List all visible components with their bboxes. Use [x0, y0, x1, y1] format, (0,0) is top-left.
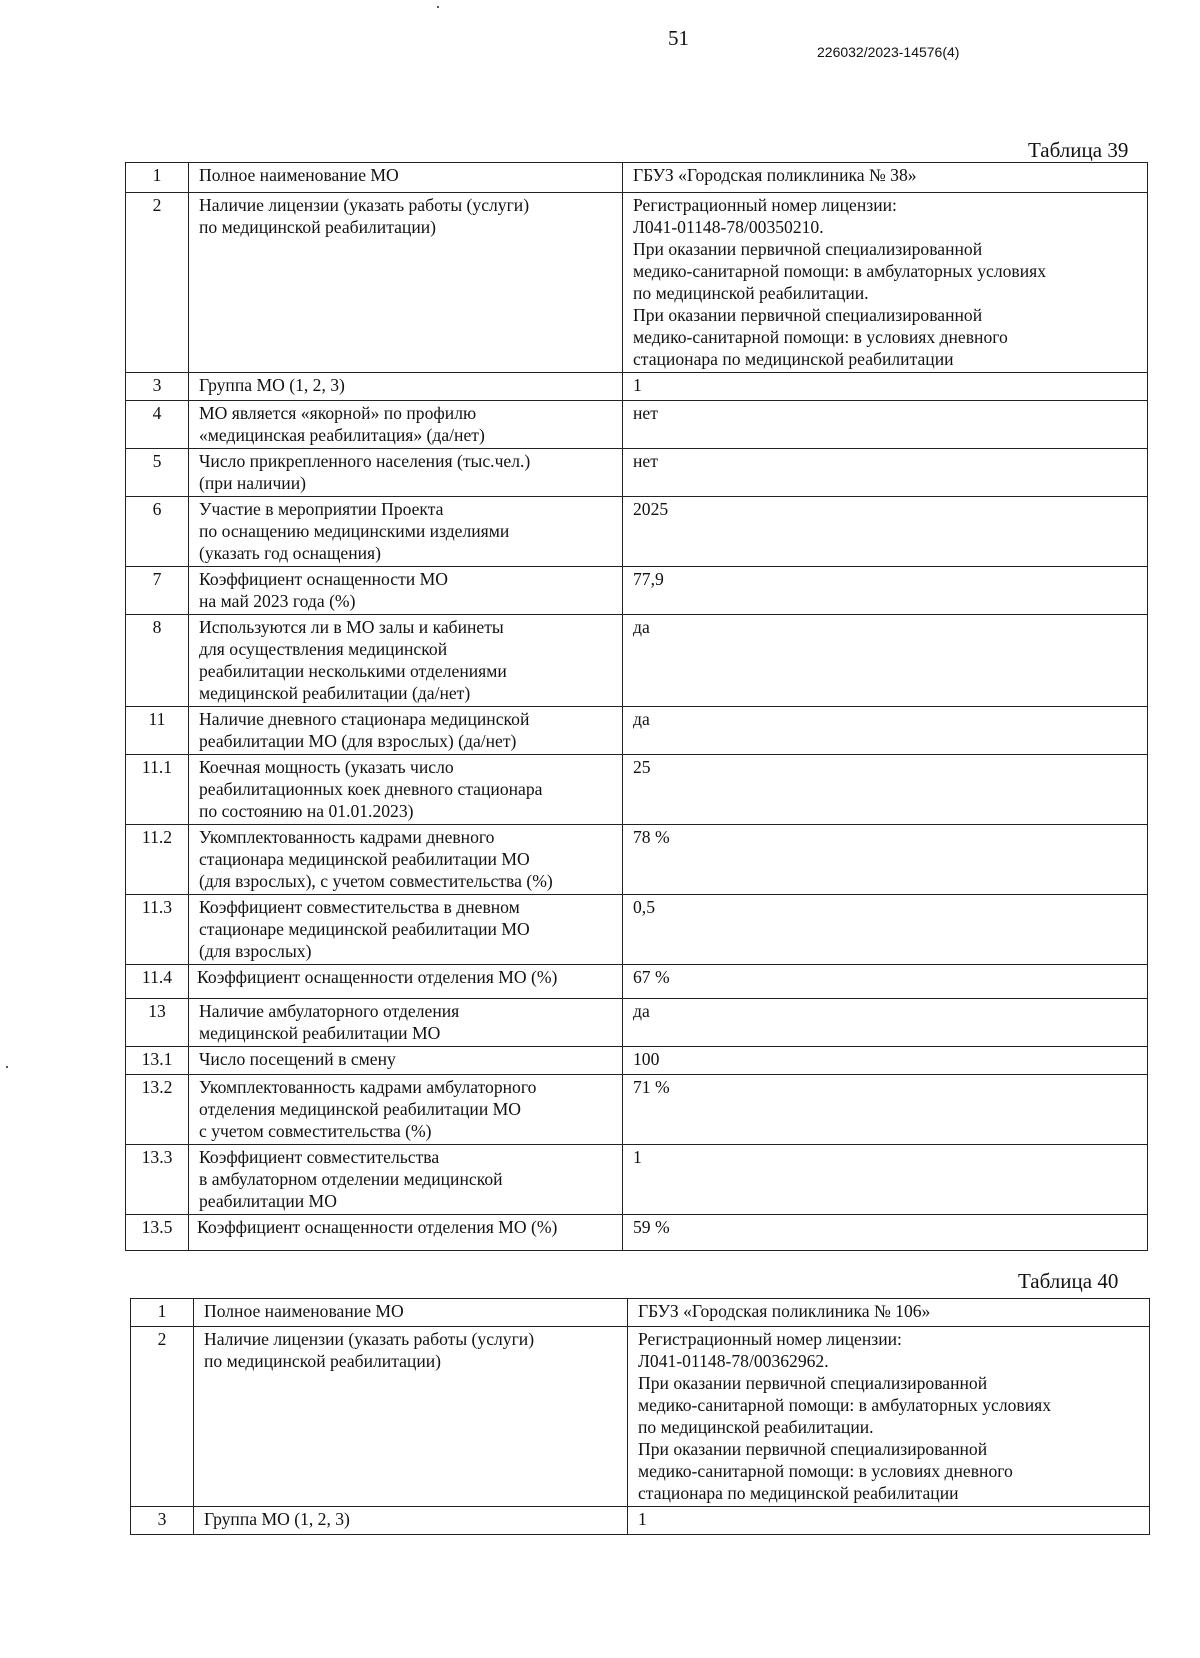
row-parameter: Коэффициент совместительства в амбулаторном отделении медицинской реабилитации МО [189, 1145, 623, 1215]
row-parameter: Полное наименование МО [189, 163, 623, 193]
row-parameter: Наличие лицензии (указать работы (услуги) по медицинской реабилитации) [189, 193, 623, 373]
row-parameter: Укомплектованность кадрами амбулаторного отделения медицинской реабилитации МО с учетом совместительства (%) [189, 1075, 623, 1145]
row-number: 11.3 [126, 895, 189, 965]
row-parameter: Используются ли в МО залы и кабинеты для осуществления медицинской реабилитации несколькими отделениями медицинской реабилитации (да/нет) [189, 615, 623, 707]
table-row [126, 965, 1148, 999]
row-number: 11.2 [126, 825, 189, 895]
table-row [126, 1145, 1148, 1215]
row-value: Регистрационный номер лицензии: Л041-01148-78/00362962. При оказании первичной специализированной медико-санитарной помощи: в амбулаторных условиях по медицинской реабилитации. При оказании первичной специализированной медико-санитарной помощи: в условиях дневного стационара по медицинской реабилитации [628, 1327, 1150, 1507]
row-number: 1 [131, 1299, 194, 1327]
table-row [126, 163, 1148, 193]
row-number: 11.1 [126, 755, 189, 825]
table-39-caption: Таблица 39 [1028, 138, 1129, 162]
table-row [126, 755, 1148, 825]
row-value: ГБУЗ «Городская поликлиника № 106» [628, 1299, 1150, 1327]
row-parameter: Группа МО (1, 2, 3) [194, 1507, 628, 1535]
row-parameter: Участие в мероприятии Проекта по оснащению медицинскими изделиями (указать год оснащения) [189, 497, 623, 567]
row-value: Регистрационный номер лицензии: Л041-01148-78/00350210. При оказании первичной специализированной медико-санитарной помощи: в амбулаторных условиях по медицинской реабилитации. При оказании первичной специализированной медико-санитарной помощи: в условиях дневного стационара по медицинской реабилитации [623, 193, 1148, 373]
row-parameter: Полное наименование МО [194, 1299, 628, 1327]
row-parameter: МО является «якорной» по профилю «медицинская реабилитация» (да/нет) [189, 401, 623, 449]
row-value: ГБУЗ «Городская поликлиника № 38» [623, 163, 1148, 193]
row-value: да [623, 615, 1148, 707]
row-number: 5 [126, 449, 189, 497]
table-row [126, 193, 1148, 373]
table-row [131, 1299, 1150, 1327]
table-row [126, 449, 1148, 497]
table-row [126, 707, 1148, 755]
table-row [126, 401, 1148, 449]
table-row [126, 1075, 1148, 1145]
table-39 [125, 162, 1148, 1251]
table-row [131, 1507, 1150, 1535]
row-number: 8 [126, 615, 189, 707]
row-value: 1 [623, 373, 1148, 401]
table-row [126, 895, 1148, 965]
row-number: 4 [126, 401, 189, 449]
row-number: 11.4 [126, 965, 189, 999]
table-row [126, 1047, 1148, 1075]
row-value: 59 % [623, 1215, 1148, 1251]
row-number: 2 [126, 193, 189, 373]
row-number: 11 [126, 707, 189, 755]
row-value: да [623, 707, 1148, 755]
row-number: 13.2 [126, 1075, 189, 1145]
row-number: 2 [131, 1327, 194, 1507]
row-number: 1 [126, 163, 189, 193]
row-number: 13.1 [126, 1047, 189, 1075]
row-number: 6 [126, 497, 189, 567]
row-number: 13.3 [126, 1145, 189, 1215]
scan-speck [6, 1066, 8, 1068]
row-value: 0,5 [623, 895, 1148, 965]
table-row [126, 825, 1148, 895]
scan-speck [437, 6, 439, 8]
row-number: 13.5 [126, 1215, 189, 1251]
row-value: 1 [623, 1145, 1148, 1215]
table-row [126, 497, 1148, 567]
row-parameter: Наличие лицензии (указать работы (услуги) по медицинской реабилитации) [194, 1327, 628, 1507]
row-number: 13 [126, 999, 189, 1047]
table-row [126, 615, 1148, 707]
row-value: 25 [623, 755, 1148, 825]
table-row [126, 1215, 1148, 1251]
row-value: нет [623, 401, 1148, 449]
row-parameter: Коэффициент оснащенности отделения МО (%) [189, 965, 623, 999]
table-row [131, 1327, 1150, 1507]
table-row [126, 567, 1148, 615]
row-parameter: Коэффициент оснащенности отделения МО (%) [189, 1215, 623, 1251]
page-number: 51 [668, 26, 689, 50]
row-parameter: Коэффициент оснащенности МО на май 2023 года (%) [189, 567, 623, 615]
row-value: 71 % [623, 1075, 1148, 1145]
table-row [126, 373, 1148, 401]
row-value: да [623, 999, 1148, 1047]
row-value: 77,9 [623, 567, 1148, 615]
row-parameter: Коечная мощность (указать число реабилитационных коек дневного стационара по состоянию на 01.01.2023) [189, 755, 623, 825]
row-parameter: Число посещений в смену [189, 1047, 623, 1075]
row-parameter: Укомплектованность кадрами дневного стационара медицинской реабилитации МО (для взрослых), с учетом совместительства (%) [189, 825, 623, 895]
row-value: 2025 [623, 497, 1148, 567]
row-parameter: Наличие дневного стационара медицинской реабилитации МО (для взрослых) (да/нет) [189, 707, 623, 755]
document-code: 226032/2023-14576(4) [817, 44, 960, 60]
row-parameter: Группа МО (1, 2, 3) [189, 373, 623, 401]
row-value: 1 [628, 1507, 1150, 1535]
table-row [126, 999, 1148, 1047]
row-value: 100 [623, 1047, 1148, 1075]
row-number: 7 [126, 567, 189, 615]
row-number: 3 [126, 373, 189, 401]
row-value: 67 % [623, 965, 1148, 999]
row-parameter: Коэффициент совместительства в дневном стационаре медицинской реабилитации МО (для взрослых) [189, 895, 623, 965]
table-40-caption: Таблица 40 [1018, 1269, 1119, 1293]
row-value: нет [623, 449, 1148, 497]
table-40 [130, 1298, 1150, 1535]
row-parameter: Наличие амбулаторного отделения медицинской реабилитации МО [189, 999, 623, 1047]
row-parameter: Число прикрепленного населения (тыс.чел.) (при наличии) [189, 449, 623, 497]
row-number: 3 [131, 1507, 194, 1535]
row-value: 78 % [623, 825, 1148, 895]
